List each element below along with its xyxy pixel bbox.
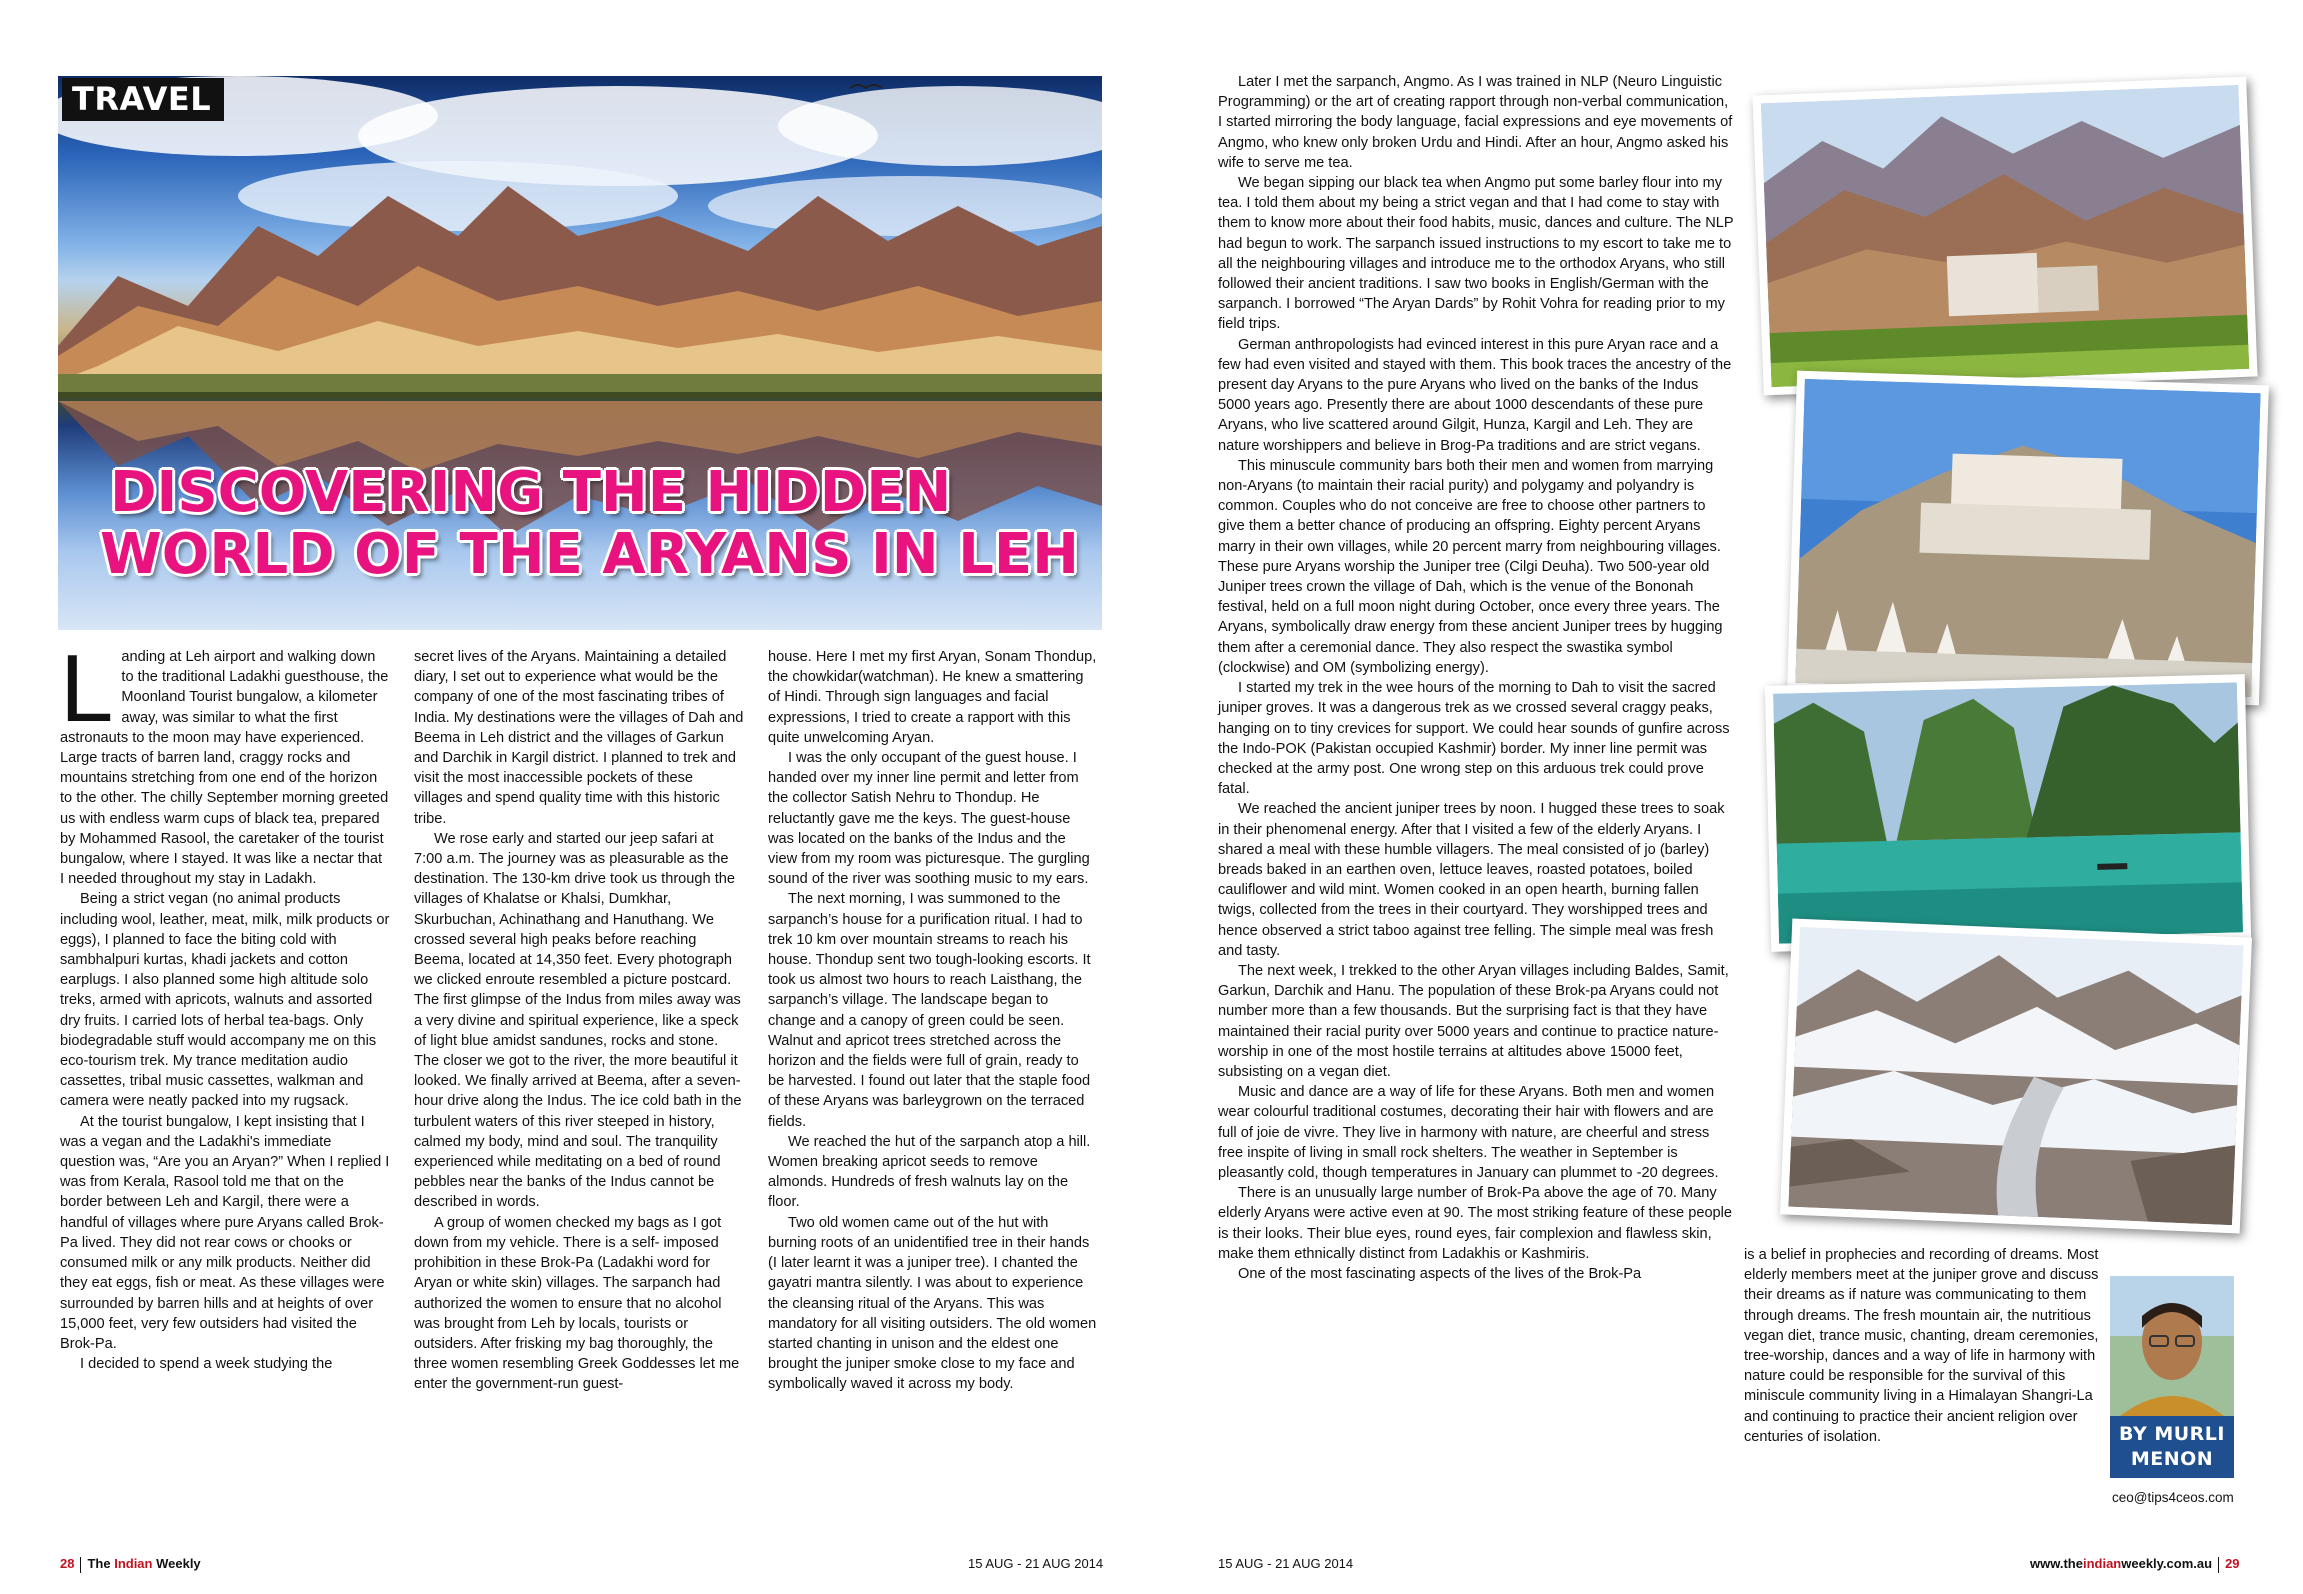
- paragraph: I was the only occupant of the guest house. I handed over my inner line permit and letter from the collector Satish Nehru to Thondup. He reluctantly gave me the keys. The guest-house was located on the banks of the Indus and the view from my room was picturesque. The gurgling sound of the river was soothing music to my ears.: [768, 750, 1090, 888]
- paragraph: Landing at Leh airport and walking down to the traditional Ladakhi guesthouse, the Moonland Tourist bungalow, a kilometer away, was similar to what the first astronauts to the moon may have experienced. Large tracts of barren land, craggy rocks and mountains stretching from one end of the horizon to the other. The chilly September morning greeted us with endless warm cups of black tea, prepared by Mohammed Rasool, the caretaker of the tourist bungalow, where I stayed. It was like a nectar that I needed throughout my stay in Ladakh.: [60, 635, 389, 888]
- paragraph: I started my trek in the wee hours of the morning to Dah to visit the sacred juniper groves. It was a dangerous trek as we crossed several craggy peaks, hanging on to tiny crevices for support. We could hear sounds of gunfire across the Indo-POK (Pakistan occupied Kashmir) border. My inner line permit was checked at the army post. One wrong step on this arduous trek could prove fatal.: [1218, 680, 1730, 798]
- paragraph: Music and dance are a way of life for these Aryans. Both men and women wear colourful traditional costumes, decorating their hair with flowers and are full of joie de vivre. They live in harmony with nature, are cheerful and stress free inspite of living in small rock shelters. The weather in September is pleasantly cold, though temperatures in January can plummet to -20 degrees.: [1218, 1084, 1719, 1181]
- publication-url[interactable]: www.theindianweekly.com.au: [2030, 1556, 2213, 1571]
- paragraph: Being a strict vegan (no animal products including wool, leather, meat, milk, milk products or eggs), I planned to face the biting cold with sambhalpuri kurtas, khadi jackets and cotton earplugs. I also planned some high altitude solo treks, armed with apricots, walnuts and assorted dry fruits. I carried lots of herbal tea-bags. Only biodegradable stuff would accompany me on this eco-tourism trek. My trance meditation audio cassettes, tribal music cassettes, walkman and camera were neatly packed into my rugsack.: [60, 891, 390, 1110]
- sea-cliffs-photo: [1773, 682, 2243, 943]
- right-footer-date: 15 AUG - 21 AUG 2014: [1218, 1556, 1354, 1571]
- author-box: [2110, 1276, 2234, 1490]
- article-headline: [100, 460, 1100, 587]
- page-number: 28: [60, 1556, 75, 1571]
- author-email[interactable]: ceo@tips4ceos.com: [2112, 1490, 2234, 1505]
- photo-glacier: [1780, 918, 2252, 1233]
- publication-name: The Indian Weekly: [87, 1556, 201, 1571]
- author-byline-line-1: BY MURLI: [2119, 1423, 2225, 1445]
- monastery-photo: [1795, 379, 2260, 697]
- author-byline: [2110, 1416, 2234, 1478]
- right-column-1: [1218, 72, 1734, 1284]
- page-number: 29: [2225, 1556, 2240, 1571]
- paragraph: The next morning, I was summoned to the sarpanch’s house for a purification ritual. I had to trek 10 km over mountain streams to reach his house. Thondup sent two tough-looking escorts. It took us almost two hours to reach Laisthang, the sarpanch’s village. The landscape began to change and a canopy of green could be seen. Walnut and apricot trees stretched across the horizon and the fields were full of grain, ready to be harvested. I found out later that the staple food of these Aryans was barleygrown on the terraced fields.: [768, 891, 1091, 1130]
- paragraph: I decided to spend a week studying the: [80, 1356, 333, 1373]
- paragraph: We reached the ancient juniper trees by noon. I hugged these trees to soak in their phenomenal energy. After that I visited a few of the elderly Aryans. I shared a meal with these humble villagers. The meal consisted of jo (barley) breads baked in an earthen oven, lettuce leaves, roasted potatoes, boiled cauliflower and wild mint. Women cooked in an open hearth, burning fallen twigs, collected from the trees in their courtyard. They worshipped trees and hence observed a strict taboo against tree felling. The simple meal was fresh and tasty.: [1218, 801, 1725, 959]
- photo-thikse-monastery: [1752, 77, 2257, 396]
- paragraph: German anthropologists had evinced interest in this pure Aryan race and a few had even visited and stayed with them. This book traces the ancestry of the present day Aryans to the pure Aryans who lived on the banks of the Indus 5000 years ago. Presently there are about 1000 descendants of these pure Aryans, who live scattered around Gilgit, Hunza, Kargil and Leh. They are nature worshippers and believe in Brog-Pa traditions and are strict vegans.: [1218, 336, 1732, 454]
- footer-divider: [2218, 1557, 2219, 1573]
- headline-line-1: DISCOVERING THE HIDDEN: [110, 460, 952, 525]
- paragraph: Two old women came out of the hut with burning roots of an unidentified tree in their hands (I later learnt it was a juniper tree). I chanted the gayatri mantra silently. I was about to experience the cleansing ritual of the Aryans. This was mandatory for all visiting outsiders. The old women started chanting in unison and the eldest one brought the juniper smoke close to my face and symbolically waved it across my body.: [768, 1214, 1097, 1393]
- paragraph: Later I met the sarpanch, Angmo. As I was trained in NLP (Neuro Linguistic Programming) or the art of creating rapport through non-verbal communication, I started mirroring the body language, facial expressions and eye movements of Angmo, who knew only broken Urdu and Hindi. After an hour, Angmo asked his wife to serve me tea.: [1218, 74, 1733, 171]
- glacier-photo: [1788, 927, 2243, 1225]
- paragraph: A group of women checked my bags as I got down from my vehicle. There is a self- imposed prohibition in these Brok-Pa (Ladakhi word for Aryan or white skin) villages. The sarpanch had authorized the women to ensure that no alcohol was brought from Leh by locals, tourists or outsiders. After frisking my bag thoroughly, the three women resembling Greek Goddesses let me enter the government-run guest-: [414, 1214, 740, 1393]
- paragraph: There is an unusually large number of Brok-Pa above the age of 70. Many elderly Aryans were active even at 90. The most striking feature of these people is their looks. Their blue eyes, round eyes, fair complexion and flawless skin, make them ethnically distinct from Ladakhis or Kashmiris.: [1218, 1185, 1733, 1262]
- paragraph: At the tourist bungalow, I kept insisting that I was a vegan and the Ladakhi's immediate question was, “Are you an Aryan?” When I replied I was from Kerala, Rasool told me that on the border between Leh and Kargil, there were a handful of villages where pure Aryans called Brok-Pa lived. They did not rear cows or chooks or consumed milk or any milk products. Neither did they eat eggs, fish or meat. As these villages were surrounded by barren hills and at heights of over 15,000 feet, very few outsiders had visited the Brok-Pa.: [60, 1113, 390, 1352]
- photo-hill-monastery: [1787, 371, 2269, 706]
- paragraph: house. Here I met my first Aryan, Sonam Thondup, the chowkidar(watchman). He knew a smattering of Hindi. Through sign languages and facial expressions, I tried to create a rapport with this quite unwelcoming Aryan.: [768, 649, 1097, 746]
- paragraph: We began sipping our black tea when Angmo put some barley flour into my tea. I told them about my being a strict vegan and that I had come to stay with them to know more about their food habits, music, dances and culture. The NLP had begun to work. The sarpanch issued instructions to my escort to take me to all the neighbouring villages and introduce me to the orthodox Aryans, who still followed their ancient traditions. I saw two books in English/German with the sarpanch. I borrowed “The Aryan Dards” by Rohit Vohra for reading prior to my field trips.: [1218, 175, 1734, 333]
- dropcap: L: [60, 635, 114, 742]
- paragraph: One of the most fascinating aspects of the lives of the Brok-Pa: [1238, 1265, 1642, 1282]
- paragraph: We rose early and started our jeep safari at 7:00 a.m. The journey was as pleasurable as the destination. The 130-km drive took us through the villages of Khalatse or Khalsi, Dumkhar, Skurbuchan, Achinathang and Hanuthang. We crossed several high peaks before reaching Beema, located at 14,350 feet. Every photograph we clicked enroute resembled a picture postcard. The first glimpse of the Indus from miles away was a very divine and spiritual experience, like a speck of light blue amidst sandunes, rocks and stone. The closer we got to the river, the more beautiful it looked. We finally arrived at Beema, after a seven-hour drive along the Indus. The ice cold bath in the turbulent waters of this river steeped in history, calmed my body, mind and soul. The tranquility experienced while meditating on a bed of round pebbles near the banks of the Indus cannot be described in words.: [414, 830, 742, 1211]
- paragraph: secret lives of the Aryans. Maintaining a detailed diary, I set out to experience what would be the company of one of the most fascinating tribes of India. My destinations were the villages of Dah and Beema in Leh district and the villages of Garkun and Darchik in Kargil district. I planned to trek and visit the most inaccessible pockets of these villages and spend quality time with this historic tribe.: [414, 649, 744, 827]
- section-tag: TRAVEL: [62, 78, 224, 121]
- paragraph: We reached the hut of the sarpanch atop a hill. Women breaking apricot seeds to remove almonds. Hundreds of fresh walnuts lay on the floor.: [768, 1133, 1091, 1211]
- photo-sea-cliffs: [1765, 674, 2251, 952]
- author-portrait: [2110, 1276, 2234, 1416]
- author-portrait-icon: [2110, 1276, 2234, 1416]
- left-footer-date: 15 AUG - 21 AUG 2014: [968, 1556, 1104, 1571]
- thikse-monastery-photo: [1761, 85, 2250, 387]
- paragraph: is a belief in prophecies and recording of dreams. Most elderly members meet at the juniper grove and discuss their dreams as if nature was communicating to them through dreams. The fresh mountain air, the nutritious vegan diet, trance music, chanting, dream ceremonies, tree-worship, dances and a way of life in harmony with nature could be responsible for the survival of this miniscule community living in a Himalayan Shangri-La and continuing to practice their ancient religion over centuries of isolation.: [1744, 1247, 2099, 1445]
- headline-line-2: WORLD OF THE ARYANS IN LEH: [100, 522, 1079, 587]
- paragraph: The next week, I trekked to the other Aryan villages including Baldes, Samit, Garkun, Darchik and Hanu. The population of these Brok-pa Aryans could not number more than a few thousands. But the surprising fact is that they have maintained their racial purity over 5000 years and continue to practice nature-worship in one of the most hostile terrains at altitudes above 15000 feet, subsisting on a vegan diet.: [1218, 962, 1729, 1080]
- right-footer: [2030, 1556, 2240, 1573]
- author-byline-line-2: MENON: [2130, 1448, 2214, 1470]
- paragraph: This minuscule community bars both their men and women from marrying non-Aryans (to maintain their racial purity) and polygamy and polyandry is common. Couples who do not conceive are free to choose other partners to give them a better chance of producing an offspring. Eighty percent Aryans marry in their own villages, while 20 percent marry from neighbouring villages. These pure Aryans worship the Juniper tree (Cilgi Deuha). Two 500-year old Juniper trees crown the village of Dah, which is the venue of the Bononah festival, held on a full moon night during October, once every three years. The Aryans, symbolically draw energy from these ancient Juniper trees by hugging them after a ceremonial dance. They also respect the swastika symbol (clockwise) and OM (symbolizing energy).: [1218, 457, 1723, 676]
- right-column-2: [1744, 1245, 2106, 1447]
